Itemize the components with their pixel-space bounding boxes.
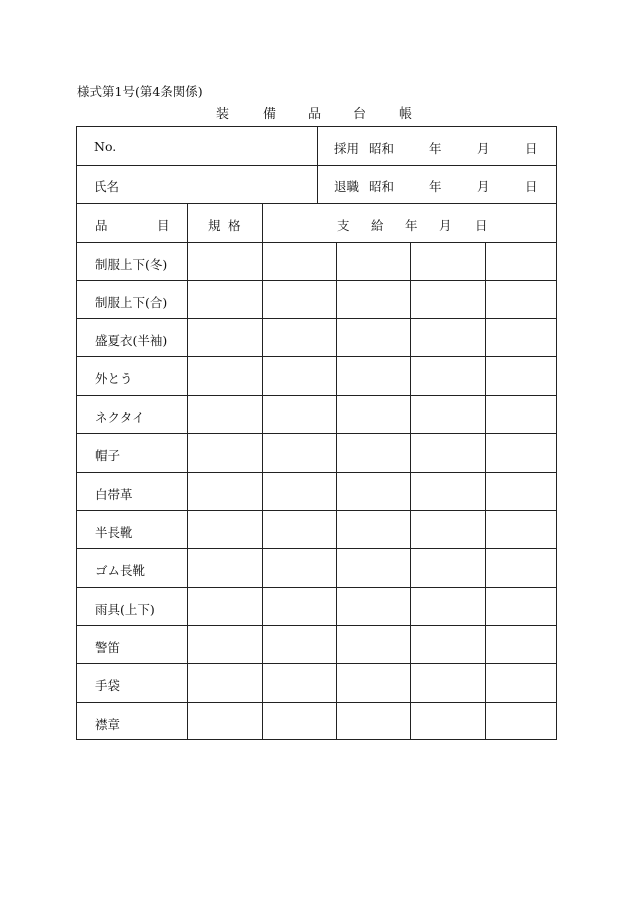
item-label: 手袋 (95, 678, 121, 693)
column-date-char: 月 (439, 218, 452, 233)
retire-day: 日 (525, 179, 538, 194)
title-char: 品 (308, 107, 322, 122)
retire-year: 年 (429, 179, 442, 194)
item-label: 襟章 (95, 717, 121, 732)
form-number-label: 様式第1号(第4条関係) (77, 84, 203, 99)
title-char: 備 (263, 107, 277, 122)
column-spec-char: 規 (208, 218, 221, 233)
item-label: 外とう (95, 371, 133, 386)
item-label: 白帯革 (95, 487, 133, 502)
name-label: 氏名 (94, 179, 120, 194)
item-label: 制服上下(冬) (95, 257, 168, 272)
item-label: 帽子 (95, 448, 121, 463)
hire-label: 採用 (334, 141, 360, 156)
column-item-char: 品 (95, 218, 108, 233)
item-label: 盛夏衣(半袖) (95, 333, 168, 348)
column-date-char: 支 (337, 218, 350, 233)
title-char: 台 (353, 107, 367, 122)
title-char: 帳 (399, 107, 413, 122)
item-label: 半長靴 (95, 525, 133, 540)
column-date-char: 給 (371, 218, 384, 233)
item-label: 雨具(上下) (95, 602, 155, 617)
title-char: 装 (216, 107, 230, 122)
retire-era: 昭和 (369, 179, 395, 194)
no-label: No. (94, 139, 117, 154)
item-label: 警笛 (95, 640, 121, 655)
hire-month: 月 (477, 141, 490, 156)
column-date-char: 日 (475, 218, 488, 233)
equipment-ledger-table (76, 126, 557, 740)
column-item-char: 目 (157, 218, 170, 233)
column-spec-char: 格 (228, 218, 241, 233)
retire-label: 退職 (334, 179, 360, 194)
hire-era: 昭和 (369, 141, 395, 156)
retire-month: 月 (477, 179, 490, 194)
hire-year: 年 (429, 141, 442, 156)
item-label: ゴム長靴 (95, 563, 146, 578)
item-label: ネクタイ (95, 410, 145, 425)
column-date-char: 年 (405, 218, 418, 233)
item-label: 制服上下(合) (95, 295, 168, 310)
hire-day: 日 (525, 141, 538, 156)
